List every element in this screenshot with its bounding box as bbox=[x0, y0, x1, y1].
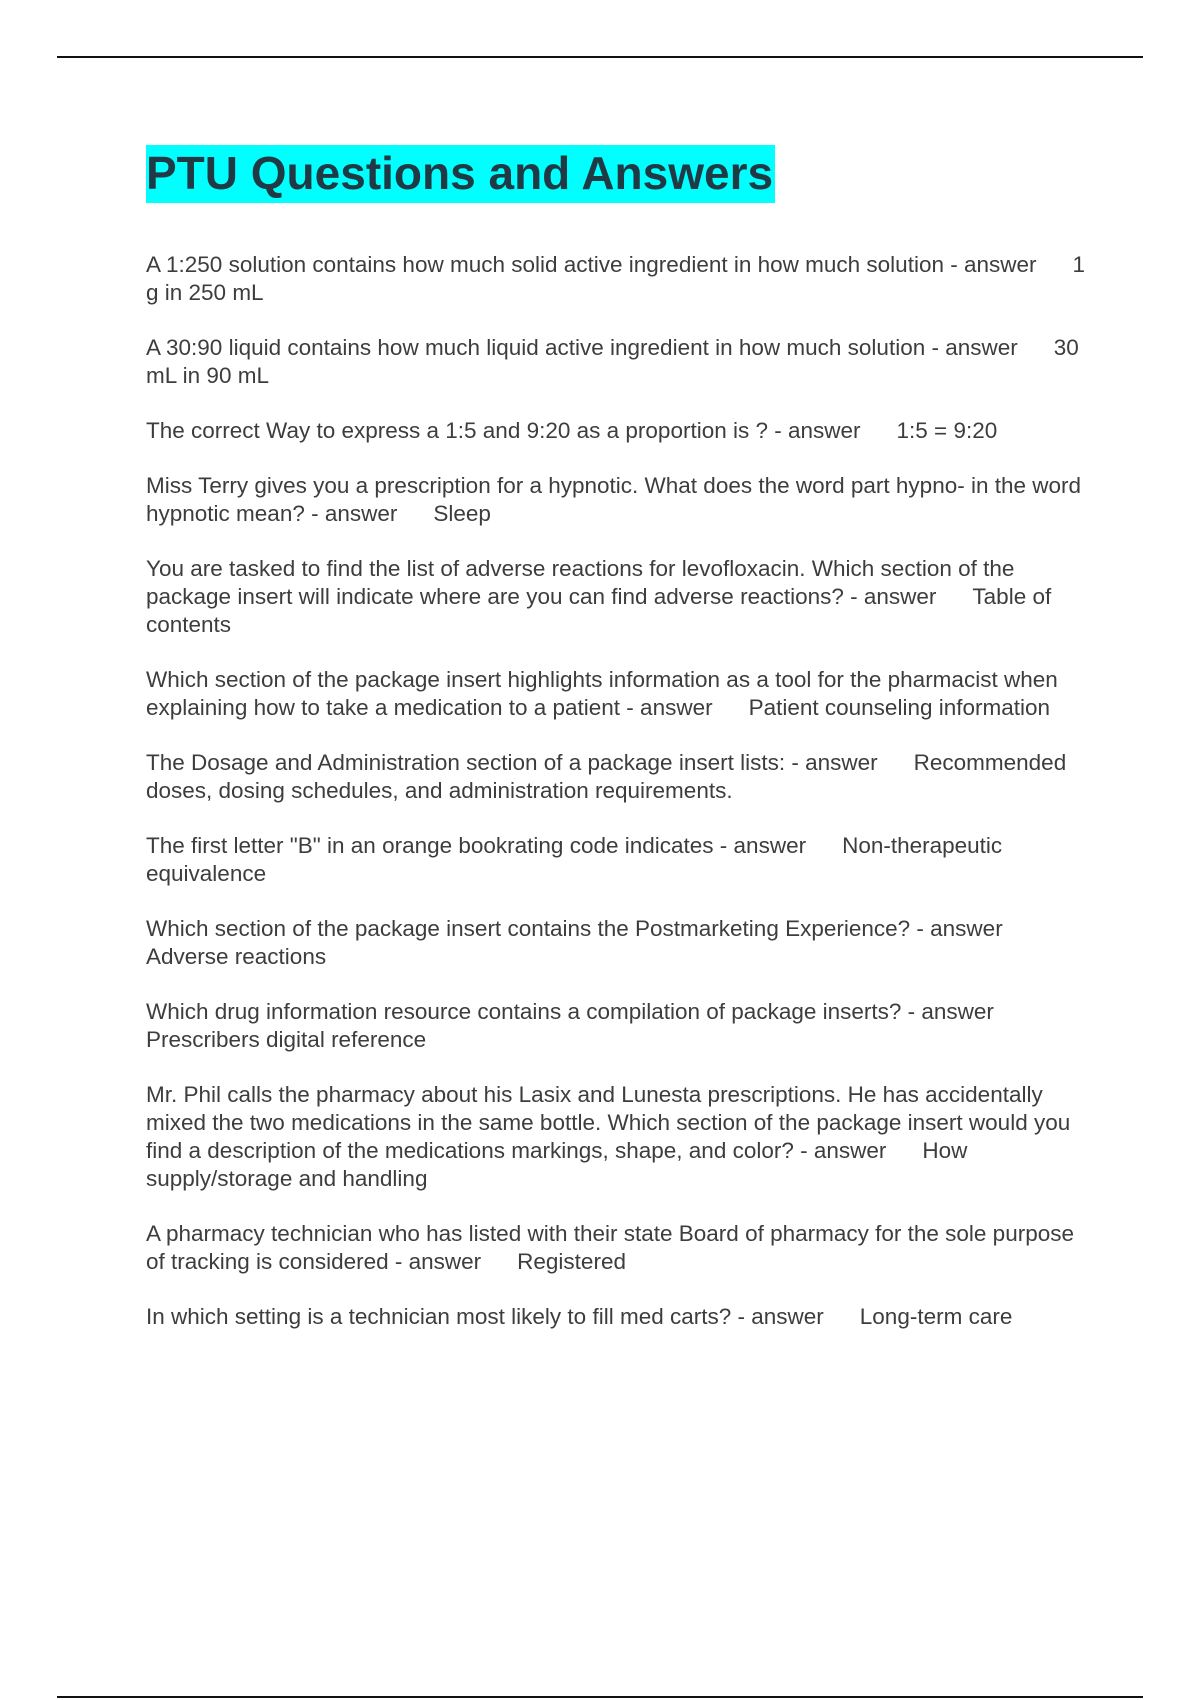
question-text: In which setting is a technician most likely to fill med carts? - answer bbox=[146, 1304, 824, 1329]
qa-item bbox=[146, 1303, 1086, 1331]
answer-text: Recommended doses, dosing schedules, and administration requirements. bbox=[146, 750, 1067, 803]
question-text: A 30:90 liquid contains how much liquid active ingredient in how much solution - answer bbox=[146, 335, 1018, 360]
answer-text: Long-term care bbox=[859, 1304, 1013, 1329]
qa-item bbox=[146, 334, 1086, 390]
qa-list bbox=[146, 251, 1086, 1331]
answer-text: Non-therapeutic equivalence bbox=[146, 833, 1003, 886]
question-text: Miss Terry gives you a prescription for a hypnotic. What does the word part hypno- in the word hypnotic mean? - answer bbox=[146, 473, 1082, 526]
answer-text: 1:5 = 9:20 bbox=[896, 418, 998, 443]
question-text: You are tasked to find the list of adverse reactions for levofloxacin. Which section of the package insert will indicate where are you can find adverse reactions? - answer bbox=[146, 556, 1015, 609]
qa-item bbox=[146, 749, 1086, 805]
qa-item bbox=[146, 915, 1086, 971]
document-body bbox=[146, 145, 1086, 1358]
answer-text: How supply/storage and handling bbox=[146, 1138, 968, 1191]
qa-item bbox=[146, 998, 1086, 1054]
answer-text: 1 g in 250 mL bbox=[146, 252, 1086, 305]
qa-item bbox=[146, 832, 1086, 888]
answer-text: Table of contents bbox=[146, 584, 1052, 637]
question-text: A 1:250 solution contains how much solid active ingredient in how much solution - answer bbox=[146, 252, 1037, 277]
answer-text: 30 mL in 90 mL bbox=[146, 335, 1079, 388]
answer-text: Prescribers digital reference bbox=[146, 1027, 427, 1052]
answer-text: Patient counseling information bbox=[748, 695, 1051, 720]
answer-text: Registered bbox=[517, 1249, 626, 1274]
answer-text: Sleep bbox=[433, 501, 491, 526]
qa-item bbox=[146, 555, 1086, 639]
question-text: Which drug information resource contains a compilation of package inserts? - answer bbox=[146, 999, 994, 1024]
top-divider bbox=[57, 56, 1143, 58]
question-text: Which section of the package insert highlights information as a tool for the pharmacist when explaining how to take a medication to a patient - answer bbox=[146, 667, 1058, 720]
question-text: Mr. Phil calls the pharmacy about his Lasix and Lunesta prescriptions. He has accidentally mixed the two medications in the same bottle. Which section of the package insert would you find a description of the medications markings, shape, and color? - answer bbox=[146, 1082, 1071, 1163]
question-text: Which section of the package insert contains the Postmarketing Experience? - answer bbox=[146, 916, 1003, 941]
qa-item bbox=[146, 251, 1086, 307]
qa-item bbox=[146, 472, 1086, 528]
answer-text: Adverse reactions bbox=[146, 944, 327, 969]
qa-item bbox=[146, 1081, 1086, 1193]
question-text: The Dosage and Administration section of a package insert lists: - answer bbox=[146, 750, 878, 775]
question-text: The first letter "B" in an orange bookrating code indicates - answer bbox=[146, 833, 807, 858]
qa-item bbox=[146, 417, 1086, 445]
qa-item bbox=[146, 1220, 1086, 1276]
bottom-divider bbox=[57, 1696, 1143, 1698]
question-text: The correct Way to express a 1:5 and 9:20 as a proportion is ? - answer bbox=[146, 418, 861, 443]
qa-item bbox=[146, 666, 1086, 722]
page-title: PTU Questions and Answers bbox=[146, 145, 775, 203]
question-text: A pharmacy technician who has listed with their state Board of pharmacy for the sole purpose of tracking is considered - answer bbox=[146, 1221, 1074, 1274]
